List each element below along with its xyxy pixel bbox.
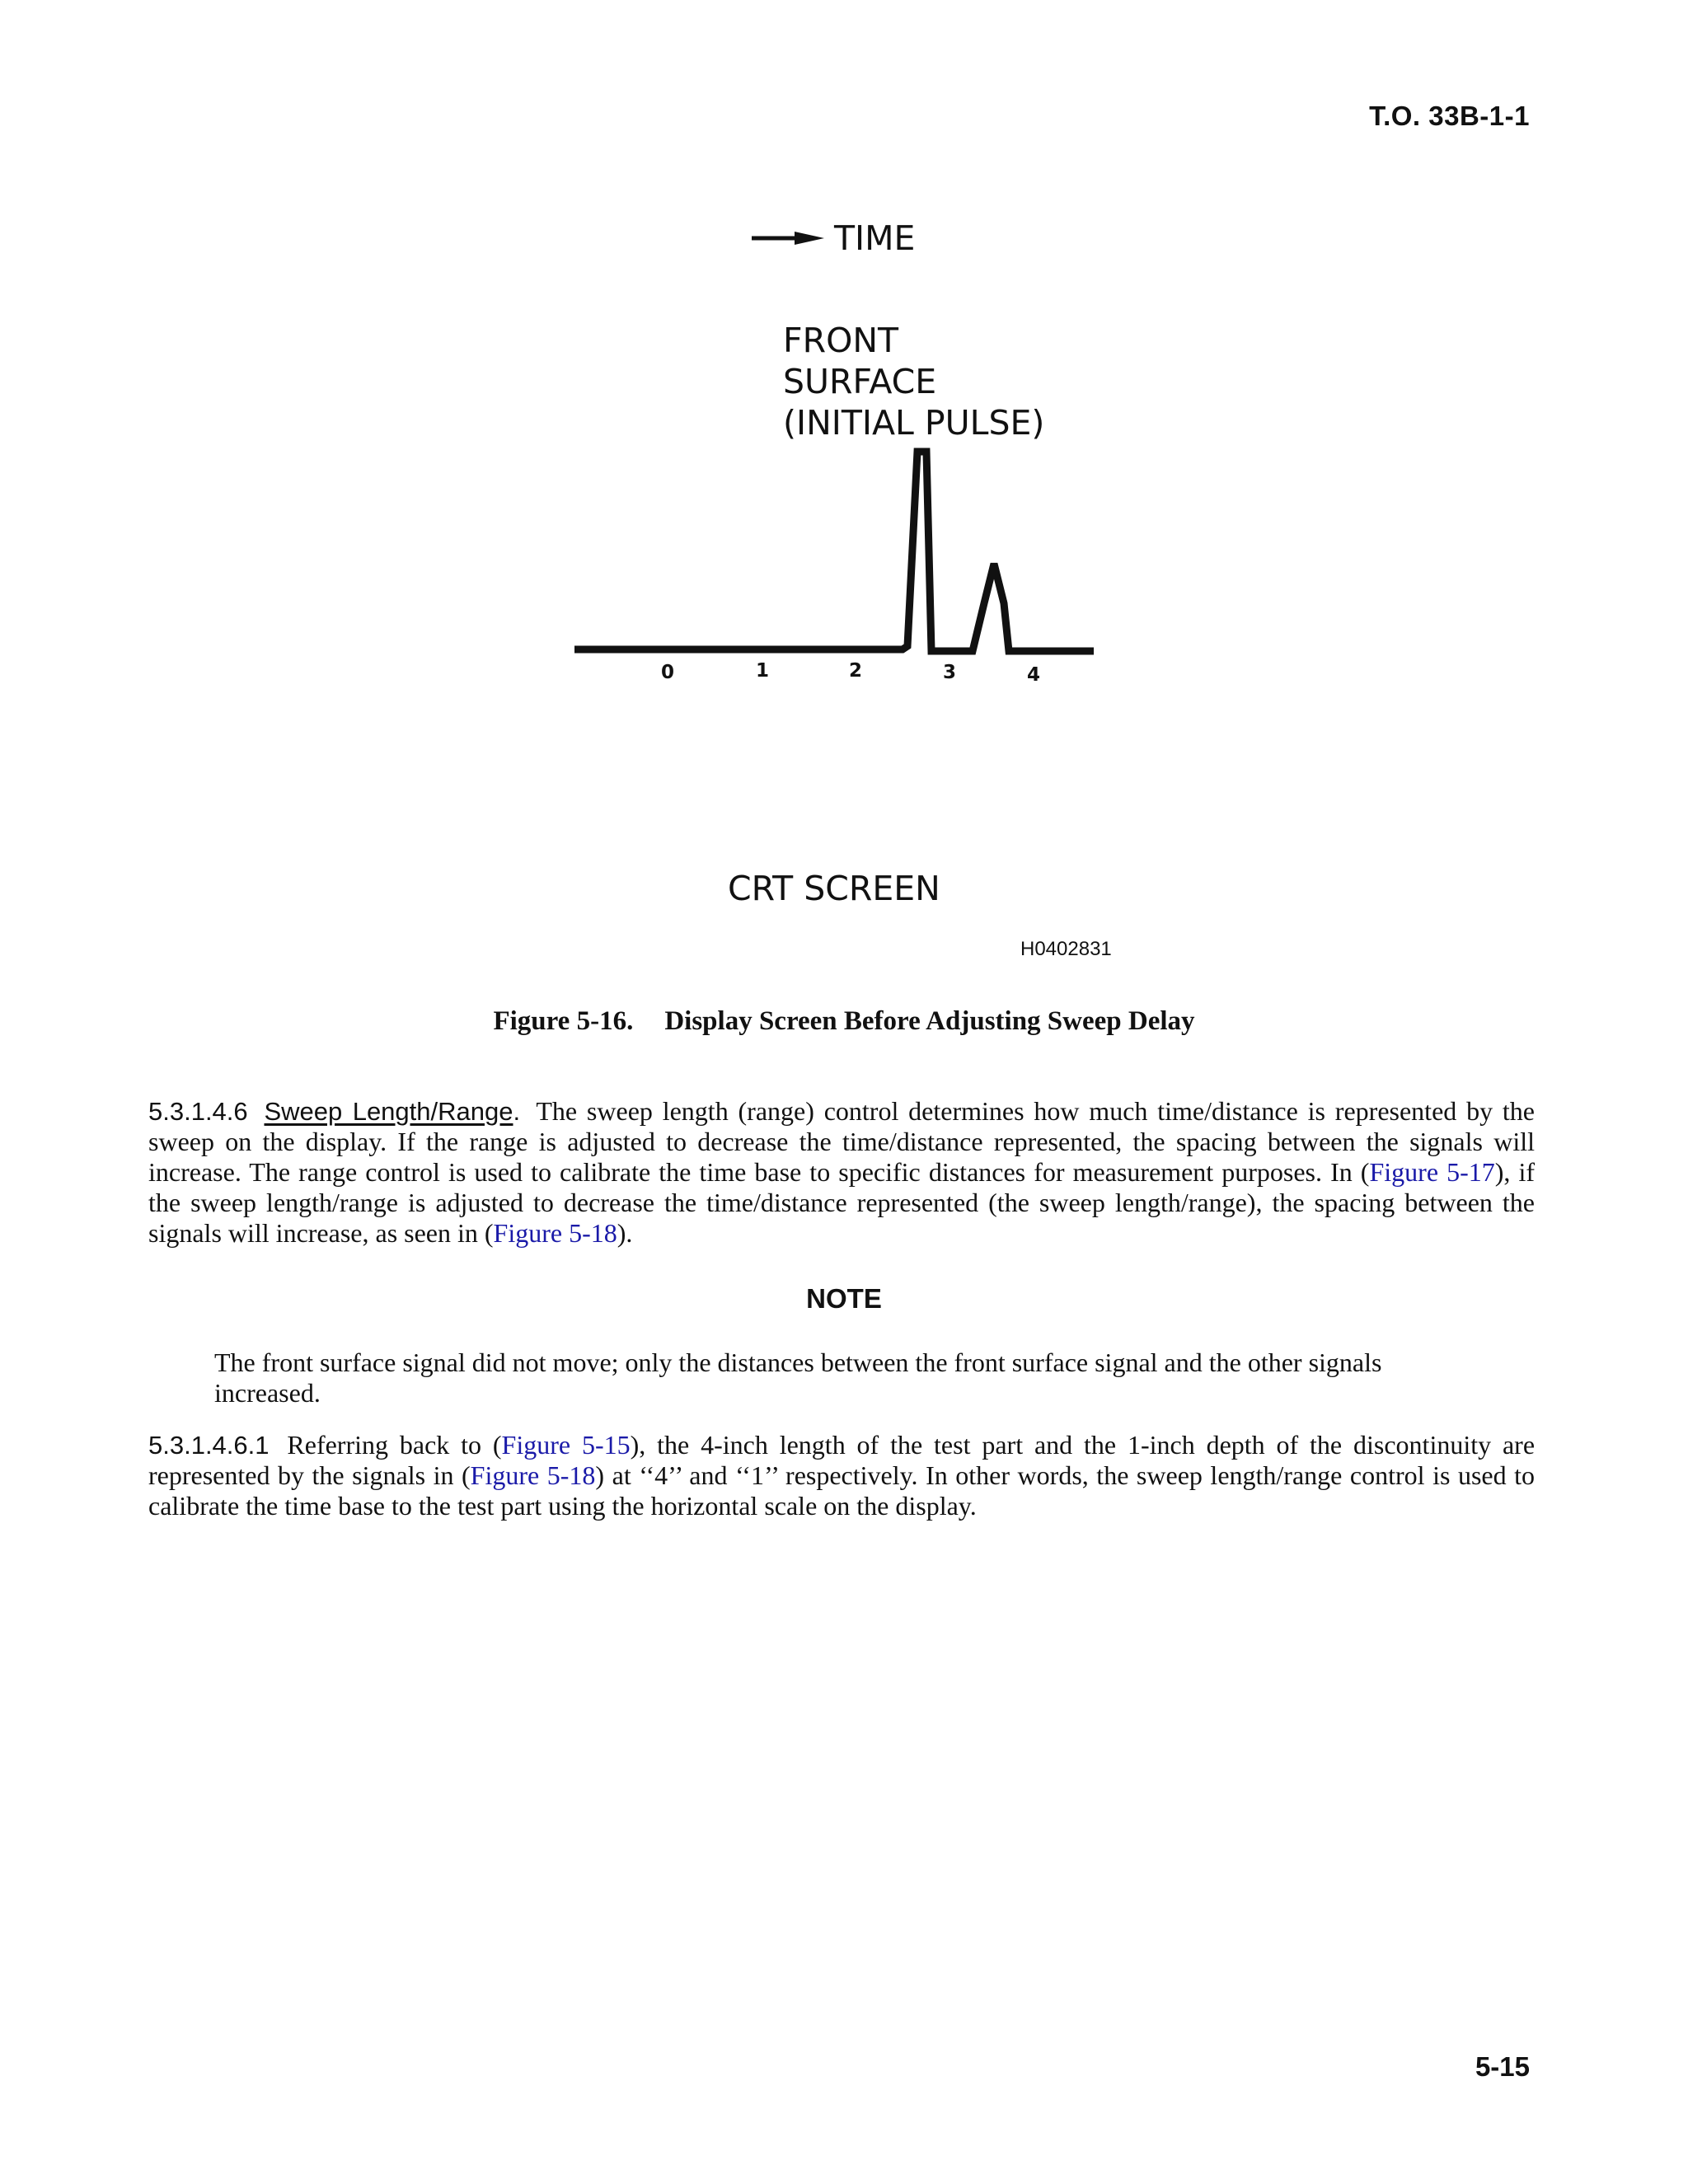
paragraph-text: ) at ‘‘4’’ and ‘‘1’’ respectively. In other words, the sweep length/range control is used to calibrate the time base to the test part using the horizontal scale on the display.	[148, 1460, 1536, 1521]
figure-caption-title: Display Screen Before Adjusting Sweep Delay	[664, 1006, 1195, 1036]
section-paragraph-referring-back	[148, 1430, 1535, 1521]
peak-label-line-3: (INITIAL PULSE)	[783, 403, 1045, 443]
document-code: T.O. 33B-1-1	[1369, 101, 1530, 131]
time-label: TIME	[834, 218, 916, 258]
scale-tick-2: 2	[848, 660, 863, 682]
crt-display-figure	[0, 0, 1688, 989]
figure-link[interactable]: Figure 5-15	[501, 1430, 631, 1460]
scale-tick-3: 3	[942, 662, 957, 683]
section-paragraph-sweep-length	[148, 1096, 1535, 1249]
section-title-period: .	[513, 1097, 521, 1126]
peak-label-line-1: FRONT	[783, 321, 899, 360]
page-number: 5-15	[1475, 2051, 1530, 2082]
scale-tick-4: 4	[1026, 664, 1041, 686]
paragraph-text: ), if the sweep length/range is adjusted to decrease the time/distance represented (the sweep length/range), the spacing between the signals will increase, as seen in (	[148, 1157, 1536, 1248]
figure-link[interactable]: Figure 5-17	[1369, 1157, 1495, 1187]
section-title: Sweep Length/Range	[264, 1097, 513, 1126]
scale-tick-1: 1	[755, 660, 770, 682]
figure-link[interactable]: Figure 5-18	[470, 1460, 596, 1490]
figure-link[interactable]: Figure 5-18	[493, 1218, 617, 1248]
note-text: The front surface signal did not move; only the distances between the front surface signal and the other signals increased.	[214, 1347, 1382, 1408]
paragraph-text: Referring back to (	[287, 1430, 502, 1460]
section-number: 5.3.1.4.6	[148, 1097, 248, 1126]
peak-label-line-2: SURFACE	[783, 362, 937, 401]
time-arrow-icon	[752, 232, 824, 245]
crt-screen-label: CRT SCREEN	[728, 869, 940, 908]
note-heading: NOTE	[806, 1283, 882, 1314]
paragraph-text: ).	[617, 1218, 633, 1248]
sweep-trace	[574, 452, 1094, 651]
figure-caption-number: Figure 5-16.	[493, 1006, 634, 1036]
figure-caption	[0, 1006, 1688, 1037]
paragraph-text: The sweep length (range) control determines how much time/distance is represented by the sweep on the display. If the range is adjusted to decrease the time/distance represented, the spacing between the signals will increase. The range control is used to calibrate the time base to specific distances for measurement purposes. In (	[148, 1096, 1536, 1187]
paragraph-text: ), the 4-inch length of the test part and the 1-inch depth of the discontinuity are represented by the signals in (	[148, 1430, 1536, 1490]
section-number: 5.3.1.4.6.1	[148, 1431, 270, 1460]
scale-tick-0: 0	[660, 662, 675, 683]
figure-image-id: H0402831	[1020, 938, 1112, 960]
